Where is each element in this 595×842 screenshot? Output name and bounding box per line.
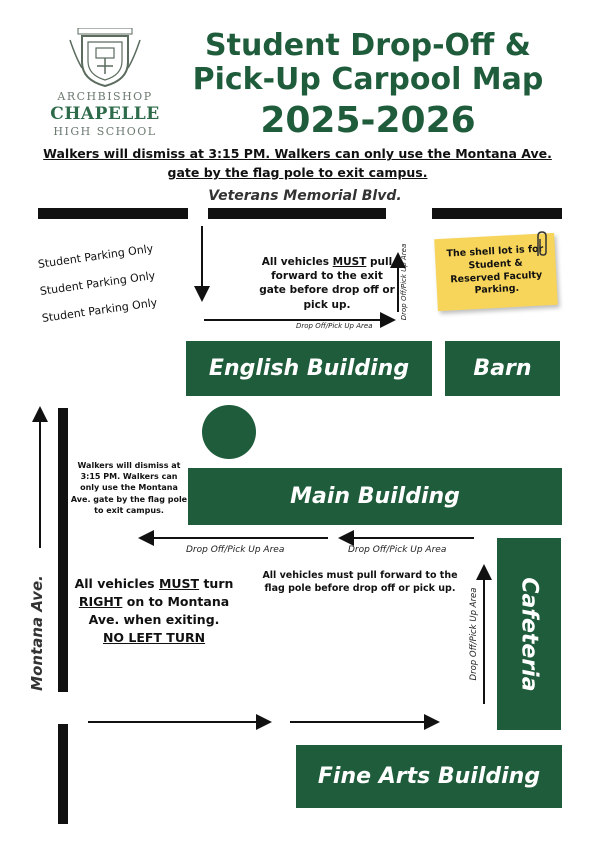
title-line1: Student Drop-Off & — [205, 28, 531, 63]
parking-label-3: Student Parking Only — [41, 295, 159, 325]
top-pull-forward-note: All vehicles MUST pull forward to the exit gate before drop off or pick up. — [259, 256, 395, 311]
zone-label-top-vertical: Drop Off/Pick Up Area — [400, 243, 408, 321]
left-walkers-note: Walkers will dismiss at 3:15 PM. Walkers can only use the Montana Ave. gate by the flag pole to exit campus. — [70, 461, 188, 515]
zone-label-middle-right: Drop Off/Pick Up Area — [348, 545, 447, 555]
sticky-note-text: The shell lot is for Student & Reserved Faculty Parking. — [446, 243, 544, 297]
title-year: 2025-2026 — [260, 100, 476, 141]
barn-building-label: Barn — [473, 356, 532, 381]
cafeteria-building-label: Cafeteria — [516, 576, 542, 692]
logo-line2: CHAPELLE — [50, 104, 160, 124]
middle-pull-forward-note: All vehicles must pull forward to the flag pole before drop off or pick up. — [262, 570, 458, 594]
zone-label-cafeteria-vertical: Drop Off/Pick Up Area — [469, 587, 479, 681]
walkers-notice-line2: gate by the flag pole to exit campus. — [167, 165, 428, 180]
street-veterans: Veterans Memorial Blvd. — [208, 188, 402, 204]
logo-line3: HIGH SCHOOL — [53, 125, 157, 138]
no-left-turn-label: NO LEFT TURN — [102, 630, 206, 646]
street-montana: Montana Ave. — [28, 575, 46, 691]
zone-label-top-horizontal: Drop Off/Pick Up Area — [296, 322, 373, 330]
english-building-label: English Building — [208, 356, 410, 381]
parking-label-1: Student Parking Only — [37, 241, 155, 271]
main-building-label: Main Building — [290, 484, 460, 509]
title-line2: Pick-Up Carpool Map — [192, 62, 544, 97]
parking-label-2: Student Parking Only — [39, 268, 157, 298]
zone-label-middle-left: Drop Off/Pick Up Area — [186, 545, 285, 555]
fine-arts-building-label: Fine Arts Building — [317, 764, 541, 789]
logo-line1: ARCHBISHOP — [57, 90, 153, 103]
exit-right-turn-note: All vehicles MUST turn RIGHT on to Montana Ave. when exiting. NO LEFT TURN — [74, 576, 234, 646]
walkers-notice-line1: Walkers will dismiss at 3:15 PM. Walkers can only use the Montana Ave. — [43, 146, 552, 161]
